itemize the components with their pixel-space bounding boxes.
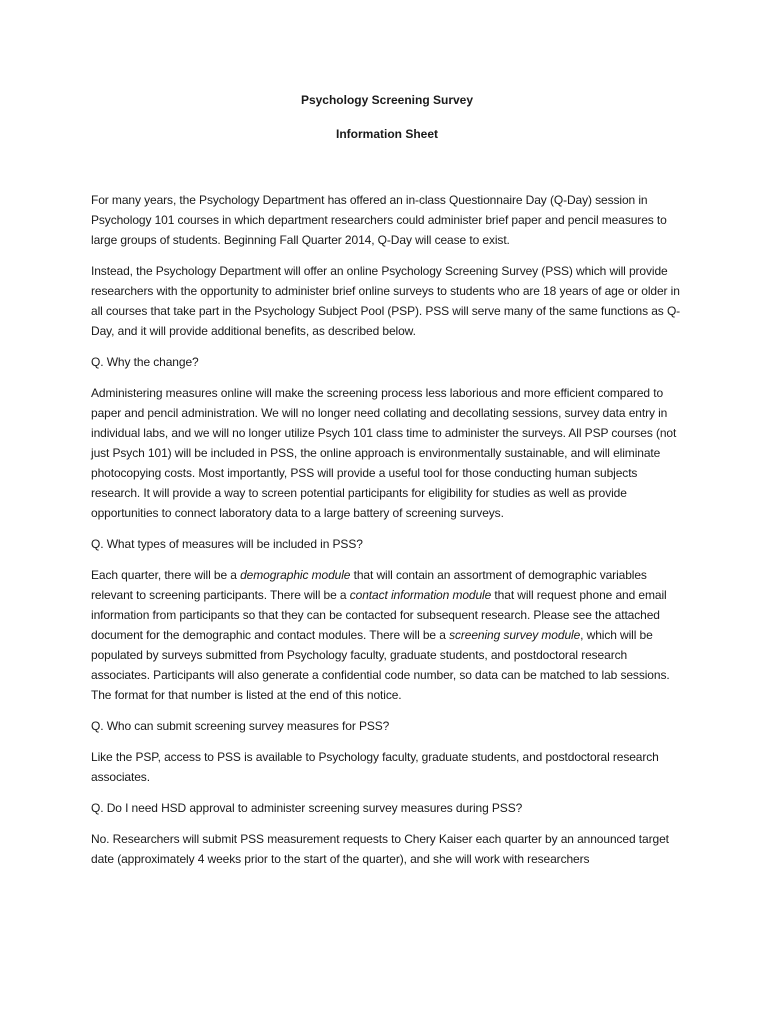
answer-text: that will contain an assortment of demographic variables relevant to screening participants. There will be a bbox=[91, 568, 647, 602]
answer-why-change: Administering measures online will make the screening process less laborious and more efficient compared to paper and pencil administration. We will no longer need collating and decollating sessions, survey data entry in individual labs, and we will no longer utilize Psych 101 class time to administer the surveys. All PSP courses (not just Psych 101) will be included in PSS, the online approach is environmentally sustainable, and will eliminate photocopying costs. Most importantly, PSS will provide a useful tool for those conducting human subjects research. It will provide a way to screen potential participants for eligibility for studies as well as provide opportunities to connect laboratory data to a large battery of screening surveys. bbox=[91, 386, 677, 520]
paragraph-intro: For many years, the Psychology Department has offered an in-class Questionnaire Day (Q-Day) session in Psychology 101 courses in which department researchers could administer brief paper and pencil measures to large groups of students. Beginning Fall Quarter 2014, Q-Day will cease to exist. bbox=[91, 193, 667, 247]
answer-who-can-submit: Like the PSP, access to PSS is available to Psychology faculty, graduate students, and postdoctoral research associates. bbox=[91, 750, 659, 784]
question-measure-types: Q. What types of measures will be included in PSS? bbox=[91, 537, 363, 551]
answer-text: , which will be populated by surveys submitted from Psychology faculty, graduate students, and postdoctoral research associates. Participants will also generate a confidential code number, so data can be matched to lab sessions. The format for that number is listed at the end of this notice. bbox=[91, 628, 670, 702]
document-title: Psychology Screening Survey bbox=[300, 93, 474, 107]
answer-text: that will request phone and email information from participants so that they can be contacted for subsequent research. Please see the attached document for the demographic and contact modules. There will be a bbox=[91, 588, 667, 642]
question-who-can-submit: Q. Who can submit screening survey measures for PSS? bbox=[91, 719, 390, 733]
document-page bbox=[91, 90, 683, 880]
document-subtitle: Information Sheet bbox=[335, 127, 438, 141]
term-screening-survey-module: screening survey module bbox=[449, 628, 581, 642]
question-why-change: Q. Why the change? bbox=[91, 355, 199, 369]
answer-hsd-approval: No. Researchers will submit PSS measurement requests to Chery Kaiser each quarter by an announced target date (approximately 4 weeks prior to the start of the quarter), and she will work with researchers bbox=[91, 832, 669, 866]
question-hsd-approval: Q. Do I need HSD approval to administer screening survey measures during PSS? bbox=[91, 801, 523, 815]
document-body bbox=[91, 190, 683, 869]
answer-measure-types bbox=[91, 565, 683, 705]
answer-text: Each quarter, there will be a bbox=[91, 568, 241, 582]
term-demographic-module: demographic module bbox=[240, 568, 351, 582]
term-contact-information-module: contact information module bbox=[349, 588, 492, 602]
paragraph-pss-overview: Instead, the Psychology Department will offer an online Psychology Screening Survey (PSS) which will provide researchers with the opportunity to administer brief online surveys to students who are 18 years of age or older in all courses that take part in the Psychology Subject Pool (PSP). PSS will serve many of the same functions as Q-Day, and it will provide additional benefits, as described below. bbox=[91, 264, 681, 338]
